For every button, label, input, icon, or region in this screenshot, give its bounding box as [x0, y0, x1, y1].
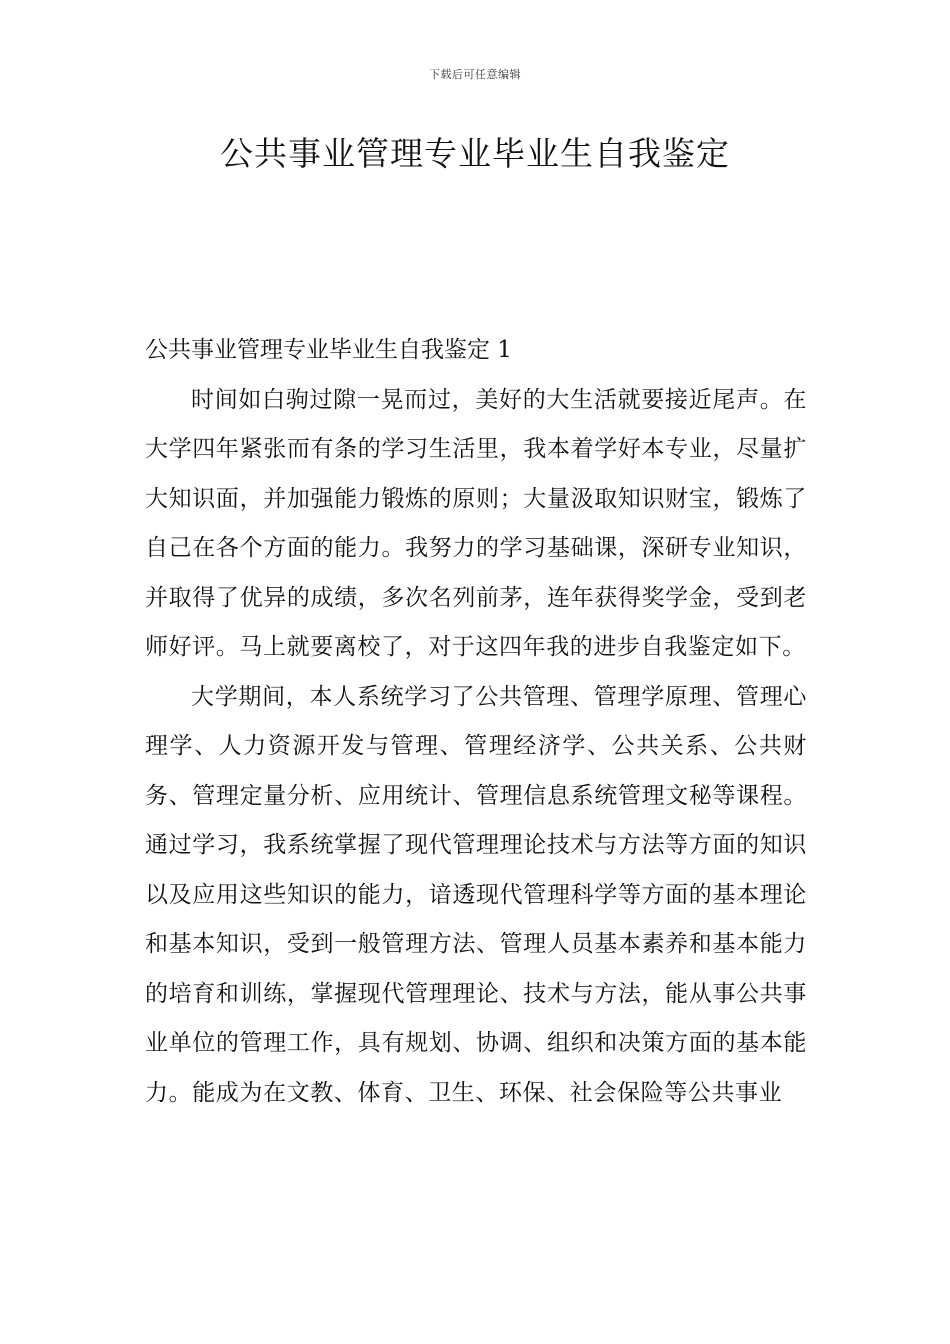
document-body — [145, 326, 807, 1118]
section-heading: 公共事业管理专业毕业生自我鉴定 1 — [145, 337, 512, 363]
paragraph-1: 时间如白驹过隙一晃而过，美好的大生活就要接近尾声。在大学四年紧张而有条的学习生活里，我本着学好本专业，尽量扩大知识面，并加强能力锻炼的原则；大量汲取知识财宝，锻炼了自己在各个方面的能力。我努力的学习基础课，深研专业知识，并取得了优异的成绩，多次名列前茅，连年获得奖学金，受到老师好评。马上就要离校了，对于这四年我的进步自我鉴定如下。 — [145, 386, 807, 660]
header-note: 下载后可任意编辑 — [429, 68, 521, 81]
document-title: 公共事业管理专业毕业生自我鉴定 — [220, 134, 730, 173]
paragraph-2: 大学期间，本人系统学习了公共管理、管理学原理、管理心理学、人力资源开发与管理、管理经济学、公共关系、公共财务、管理定量分析、应用统计、管理信息系统管理文秘等课程。通过学习，我系统掌握了现代管理理论技术与方法等方面的知识以及应用这些知识的能力，谙透现代管理科学等方面的基本理论和基本知识，受到一般管理方法、管理人员基本素养和基本能力的培育和训练，掌握现代管理理论、技术与方法，能从事公共事业单位的管理工作，具有规划、协调、组织和决策方面的基本能力。能成为在文教、体育、卫生、环保、社会保险等公共事业 — [145, 683, 807, 1106]
